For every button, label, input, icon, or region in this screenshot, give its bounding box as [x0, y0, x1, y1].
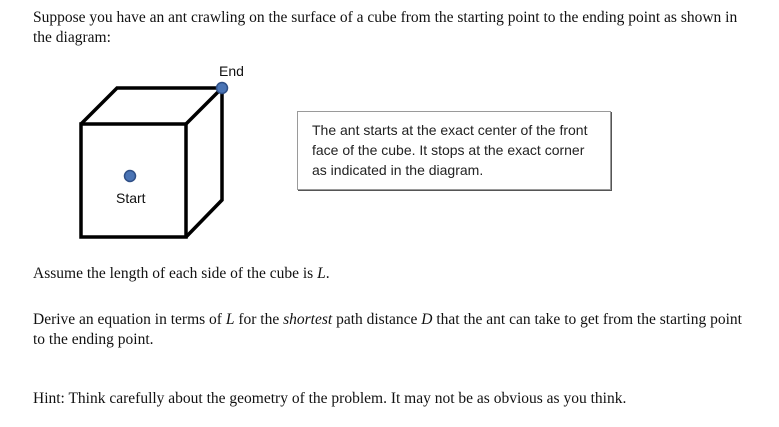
end-label: End	[219, 63, 244, 79]
shortest-emphasis: shortest	[283, 311, 333, 328]
start-label: Start	[116, 190, 146, 206]
derive-text-2: for the	[234, 311, 284, 328]
cube-right-face	[186, 88, 222, 237]
note-box	[297, 111, 611, 190]
cube-top-face	[81, 88, 222, 124]
note-text: The ant starts at the exact center of the front face of the cube. It stops at the exact corner as indicated in the diagram.	[312, 122, 588, 178]
var-d: D	[421, 311, 433, 328]
derive-paragraph	[33, 310, 753, 350]
assume-text: Assume the length of each side of the cube is	[33, 265, 318, 282]
start-point	[125, 171, 136, 182]
var-l: L	[317, 265, 326, 282]
hint-paragraph: Hint: Think carefully about the geometry of the problem. It may not be as obvious as you think.	[33, 390, 627, 407]
assume-paragraph	[33, 264, 753, 284]
derive-text-4: that the ant can take to get from the starting point to the ending point.	[33, 311, 742, 348]
intro-paragraph: Suppose you have an ant crawling on the surface of a cube from the starting point to the ending point as shown in the diagram:	[33, 9, 738, 46]
derive-text-3: path distance	[332, 311, 422, 328]
derive-text-1: Derive an equation in terms of	[33, 311, 226, 328]
end-point	[217, 83, 228, 94]
var-l: L	[225, 311, 235, 328]
assume-end: .	[325, 265, 330, 282]
